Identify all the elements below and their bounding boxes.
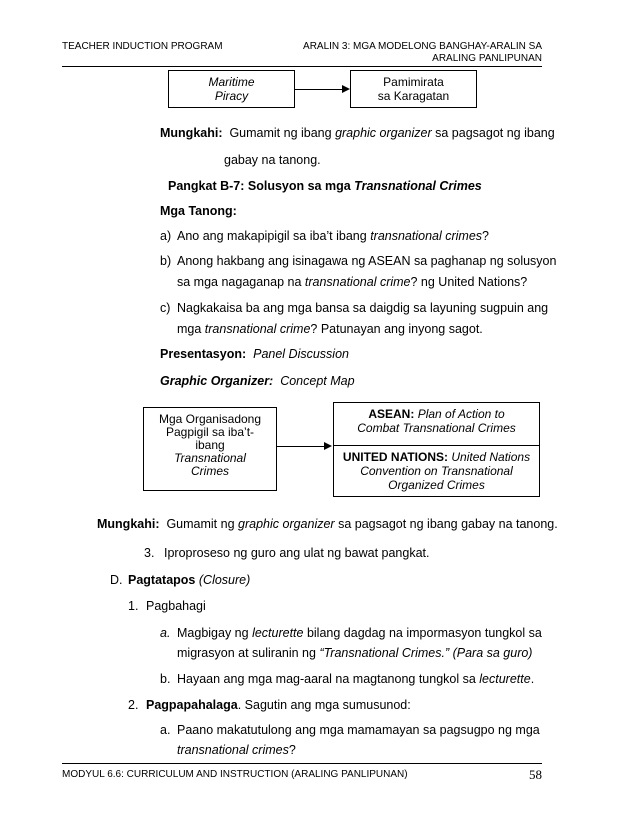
header-right-line2: ARALING PANLIPUNAN — [432, 53, 542, 64]
item1-a-marker: a. — [160, 626, 171, 640]
item1-a-line1-b: bilang dagdag na impormasyon tungkol sa — [303, 626, 542, 640]
diagram2-arrow-line — [277, 446, 324, 447]
mungkahi1-label: Mungkahi: — [160, 126, 223, 140]
diagram2-left-line5: Crimes — [191, 464, 229, 478]
graphic-organizer-value: Concept Map — [280, 374, 355, 388]
item1-a-line1-a: Magbigay ng — [177, 626, 253, 640]
diagram1-arrow-line — [295, 89, 342, 90]
diagram2-asean-label: ASEAN: — [368, 407, 415, 421]
diagram2-un-box — [333, 445, 540, 497]
item2-number: 2. — [128, 698, 139, 712]
question-c-marker: c) — [160, 301, 171, 315]
diagram1-left-box — [168, 70, 295, 108]
diagram1-arrow-head — [342, 85, 350, 93]
question-c-line2-italic: transnational crime — [204, 322, 311, 336]
mungkahi2-text-b: sa pagsagot ng ibang gabay na tanong. — [334, 517, 558, 531]
footer-left: MODYUL 6.6: CURRICULUM AND INSTRUCTION (ARALING PANLIPUNAN) — [62, 769, 408, 780]
diagram1-right-box — [350, 70, 477, 108]
page-number: 58 — [529, 767, 542, 782]
item2-title: Pagpapahalaga — [146, 698, 238, 712]
pangkat-heading — [168, 179, 482, 194]
question-b-line1: Anong hakbang ang isinagawa ng ASEAN sa paghanap ng solusyon — [177, 254, 557, 268]
section-d-subtitle: (Closure) — [198, 573, 251, 587]
item1-a-line2-italic: “Transnational Crimes.” (Para sa guro) — [319, 646, 533, 660]
header-right — [300, 41, 542, 65]
question-b-line2-a: sa mga nagaganap na — [177, 275, 305, 289]
question-c-line2 — [177, 322, 483, 337]
diagram2-asean-box — [333, 402, 540, 446]
item1-title: Pagbahagi — [146, 599, 206, 613]
graphic-organizer-label: Graphic Organizer: — [160, 374, 274, 388]
mungkahi1-text-b: sa pagsagot ng ibang — [431, 126, 555, 140]
item1-a-line1 — [177, 626, 542, 641]
question-c-line2-b: ? Patunayan ang inyong sagot. — [310, 322, 483, 336]
item2-heading — [146, 698, 411, 713]
presentasyon-label: Presentasyon: — [160, 347, 247, 361]
header-left: TEACHER INDUCTION PROGRAM — [62, 41, 223, 52]
question-a-marker: a) — [160, 229, 172, 243]
question-c-line2-a: mga — [177, 322, 205, 336]
diagram1-right-line2: sa Karagatan — [377, 89, 450, 103]
mungkahi2-text-a: Gumamit ng — [166, 517, 239, 531]
diagram2-left-line4: Transnational — [174, 451, 246, 465]
item1-b-text-a: Hayaan ang mga mag-aaral na magtanong tungkol sa — [177, 672, 480, 686]
presentasyon-line — [160, 347, 349, 362]
header-right-line1: ARALIN 3: MGA MODELONG BANGHAY-ARALIN SA — [303, 41, 542, 52]
question-a-text — [177, 229, 489, 244]
step3-text: Iproproseso ng guro ang ulat ng bawat pangkat. — [164, 546, 430, 560]
question-a-text-a: Ano ang makapipigil sa iba’t ibang — [177, 229, 371, 243]
question-b-marker: b) — [160, 254, 172, 268]
question-c-line1: Nagkakaisa ba ang mga bansa sa daigdig sa layuning sugpuin ang — [177, 301, 549, 315]
question-b-line2 — [177, 275, 527, 290]
mungkahi1-line1 — [160, 126, 555, 141]
pangkat-prefix: Pangkat B-7: Solusyon sa mga — [168, 179, 355, 193]
question-b-line2-italic: transnational crime — [304, 275, 411, 289]
mungkahi2-line — [97, 517, 558, 532]
item1-number: 1. — [128, 599, 139, 613]
diagram2-un-line1: United Nations — [451, 450, 531, 464]
item2-a-marker: a. — [160, 723, 171, 737]
mungkahi1-line2: gabay na tanong. — [224, 153, 321, 167]
diagram2-un-line2: Convention on Transnational — [360, 464, 513, 478]
diagram2-un-label: UNITED NATIONS: — [342, 450, 449, 464]
step3-number: 3. — [144, 546, 155, 560]
item2-a-line2 — [177, 743, 296, 758]
diagram2-asean-line2: Combat Transnational Crimes — [357, 421, 516, 435]
pangkat-italic: Transnational Crimes — [354, 179, 482, 193]
section-d-heading — [128, 573, 250, 588]
mungkahi1-text-a: Gumamit ng ibang — [229, 126, 336, 140]
item1-b-text — [177, 672, 534, 687]
diagram2-left-line2: Pagpigil sa iba’t- — [165, 425, 255, 439]
diagram2-asean-line1: Plan of Action to — [417, 407, 505, 421]
section-d-title: Pagtatapos — [128, 573, 196, 587]
mungkahi2-text-italic: graphic organizer — [238, 517, 335, 531]
diagram2-un-line3: Organized Crimes — [388, 478, 485, 492]
item2-a-line2-b: ? — [288, 743, 296, 757]
presentasyon-value: Panel Discussion — [253, 347, 349, 361]
diagram1-left-line2: Piracy — [214, 89, 249, 103]
question-b-line2-b: ? ng United Nations? — [410, 275, 528, 289]
diagram2-left-box — [143, 407, 277, 491]
mga-tanong-label: Mga Tanong: — [160, 204, 237, 218]
item1-b-text-b: . — [530, 672, 535, 686]
graphic-organizer-line — [160, 374, 355, 389]
question-a-italic: transnational crimes — [370, 229, 483, 243]
mungkahi2-label: Mungkahi: — [97, 517, 160, 531]
diagram1-left-line1: Maritime — [208, 75, 255, 89]
diagram2-arrow-head — [324, 442, 332, 450]
diagram1-right-line1: Pamimirata — [383, 75, 444, 89]
item2-rest: . Sagutin ang mga sumusunod: — [237, 698, 411, 712]
item2-a-line1: Paano makatutulong ang mga mamamayan sa pagsugpo ng mga — [177, 723, 540, 737]
item1-a-line2 — [177, 646, 532, 661]
item1-a-line1-italic: lecturette — [252, 626, 304, 640]
section-d-letter: D. — [110, 573, 123, 587]
footer-rule — [62, 763, 542, 764]
item1-b-marker: b. — [160, 672, 171, 686]
item2-a-line2-italic: transnational crimes — [177, 743, 289, 757]
diagram2-left-line3: ibang — [195, 438, 225, 452]
mungkahi1-text-italic: graphic organizer — [335, 126, 432, 140]
question-a-text-b: ? — [482, 229, 489, 243]
diagram2-left-line1: Mga Organisadong — [158, 412, 262, 426]
item1-a-line2-a: migrasyon at suliranin ng — [177, 646, 320, 660]
header-rule — [62, 66, 542, 67]
item1-b-italic: lecturette — [479, 672, 531, 686]
